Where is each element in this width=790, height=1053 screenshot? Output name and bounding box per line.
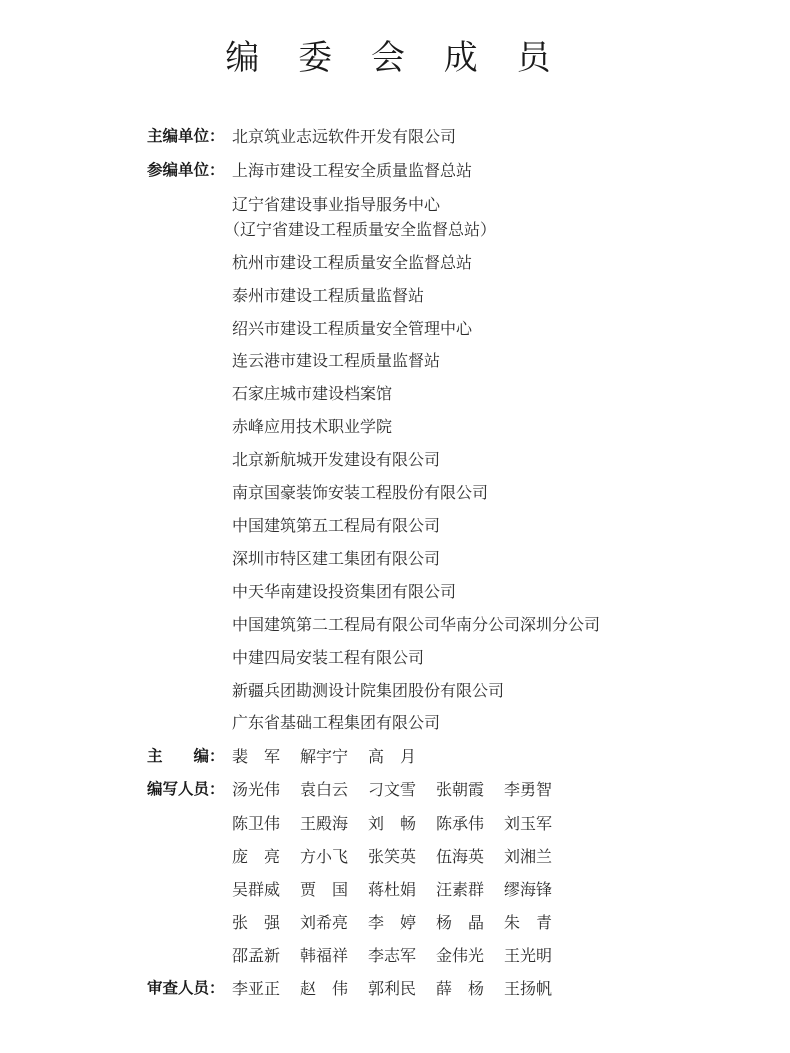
unit-line: 辽宁省建设事业指导服务中心 <box>232 195 441 214</box>
reviewers-label: 审查人员： <box>147 979 225 997</box>
unit-line: 广东省基础工程集团有限公司 <box>232 713 441 732</box>
unit-line: 中天华南建设投资集团有限公司 <box>232 582 457 601</box>
writer-name: 王殿海 <box>300 814 349 833</box>
unit-line: 连云港市建设工程质量监督站 <box>232 351 441 370</box>
unit-line: 中国建筑第五工程局有限公司 <box>232 516 441 535</box>
writer-name: 刘希亮 <box>300 913 349 932</box>
writer-name: 李勇智 <box>504 780 553 799</box>
unit-line: 中建四局安装工程有限公司 <box>232 648 425 667</box>
unit-line: 北京新航城开发建设有限公司 <box>232 450 441 469</box>
writer-name: 韩福祥 <box>300 946 349 965</box>
writer-name: 朱 青 <box>504 913 553 932</box>
writer-name: 刘湘兰 <box>504 847 553 866</box>
unit-line: 石家庄城市建设档案馆 <box>232 384 393 403</box>
writer-name: 汪素群 <box>436 880 485 899</box>
chief-editor-name: 解宇宁 <box>300 747 349 766</box>
participating-units-label: 参编单位： <box>147 161 225 179</box>
writer-name: 袁白云 <box>300 780 349 799</box>
chief-editor-name: 裴 军 <box>232 747 281 766</box>
writer-name: 刁文雪 <box>368 780 417 799</box>
writer-name: 伍海英 <box>436 847 485 866</box>
unit-line: 新疆兵团勘测设计院集团股份有限公司 <box>232 681 505 700</box>
writer-name: 张朝霞 <box>436 780 485 799</box>
unit-line: 泰州市建设工程质量监督站 <box>232 286 425 305</box>
writer-name: 李 婷 <box>368 913 417 932</box>
reviewer-name: 李亚正 <box>232 979 281 998</box>
unit-line: 南京国豪装饰安装工程股份有限公司 <box>232 483 489 502</box>
reviewer-name: 王扬帆 <box>504 979 553 998</box>
writer-name: 蒋杜娟 <box>368 880 417 899</box>
writer-name: 贾 国 <box>300 880 349 899</box>
unit-line: 赤峰应用技术职业学院 <box>232 417 393 436</box>
writer-name: 刘 畅 <box>368 814 417 833</box>
writer-name: 方小飞 <box>300 847 349 866</box>
chief-unit-value: 北京筑业志远软件开发有限公司 <box>232 127 457 146</box>
page-title: 编 委 会 成 员 <box>225 38 565 78</box>
writer-name: 刘玉军 <box>504 814 553 833</box>
writers-label: 编写人员： <box>147 780 225 798</box>
reviewer-name: 赵 伟 <box>300 979 349 998</box>
unit-line: 深圳市特区建工集团有限公司 <box>232 549 441 568</box>
writer-name: 庞 亮 <box>232 847 281 866</box>
writer-name: 吴群威 <box>232 880 281 899</box>
writer-name: 邵孟新 <box>232 946 281 965</box>
unit-line: 上海市建设工程安全质量监督总站 <box>232 161 473 180</box>
writer-name: 金伟光 <box>436 946 485 965</box>
chief-editor-name: 高 月 <box>368 747 417 766</box>
writer-name: 陈卫伟 <box>232 814 281 833</box>
unit-line: 中国建筑第二工程局有限公司华南分公司深圳分公司 <box>232 615 601 634</box>
reviewer-name: 郭利民 <box>368 979 417 998</box>
unit-line: 杭州市建设工程质量安全监督总站 <box>232 253 473 272</box>
writer-name: 汤光伟 <box>232 780 281 799</box>
unit-line: 绍兴市建设工程质量安全管理中心 <box>232 319 473 338</box>
reviewer-name: 薛 杨 <box>436 979 485 998</box>
writer-name: 王光明 <box>504 946 553 965</box>
writer-name: 缪海锋 <box>504 880 553 899</box>
writer-name: 李志军 <box>368 946 417 965</box>
writer-name: 张 强 <box>232 913 281 932</box>
writer-name: 陈承伟 <box>436 814 485 833</box>
chief-editors-label: 主 编： <box>147 747 225 765</box>
writer-name: 张笑英 <box>368 847 417 866</box>
chief-unit-label: 主编单位： <box>147 127 225 145</box>
writer-name: 杨 晶 <box>436 913 485 932</box>
unit-line: （辽宁省建设工程质量安全监督总站） <box>224 220 497 239</box>
